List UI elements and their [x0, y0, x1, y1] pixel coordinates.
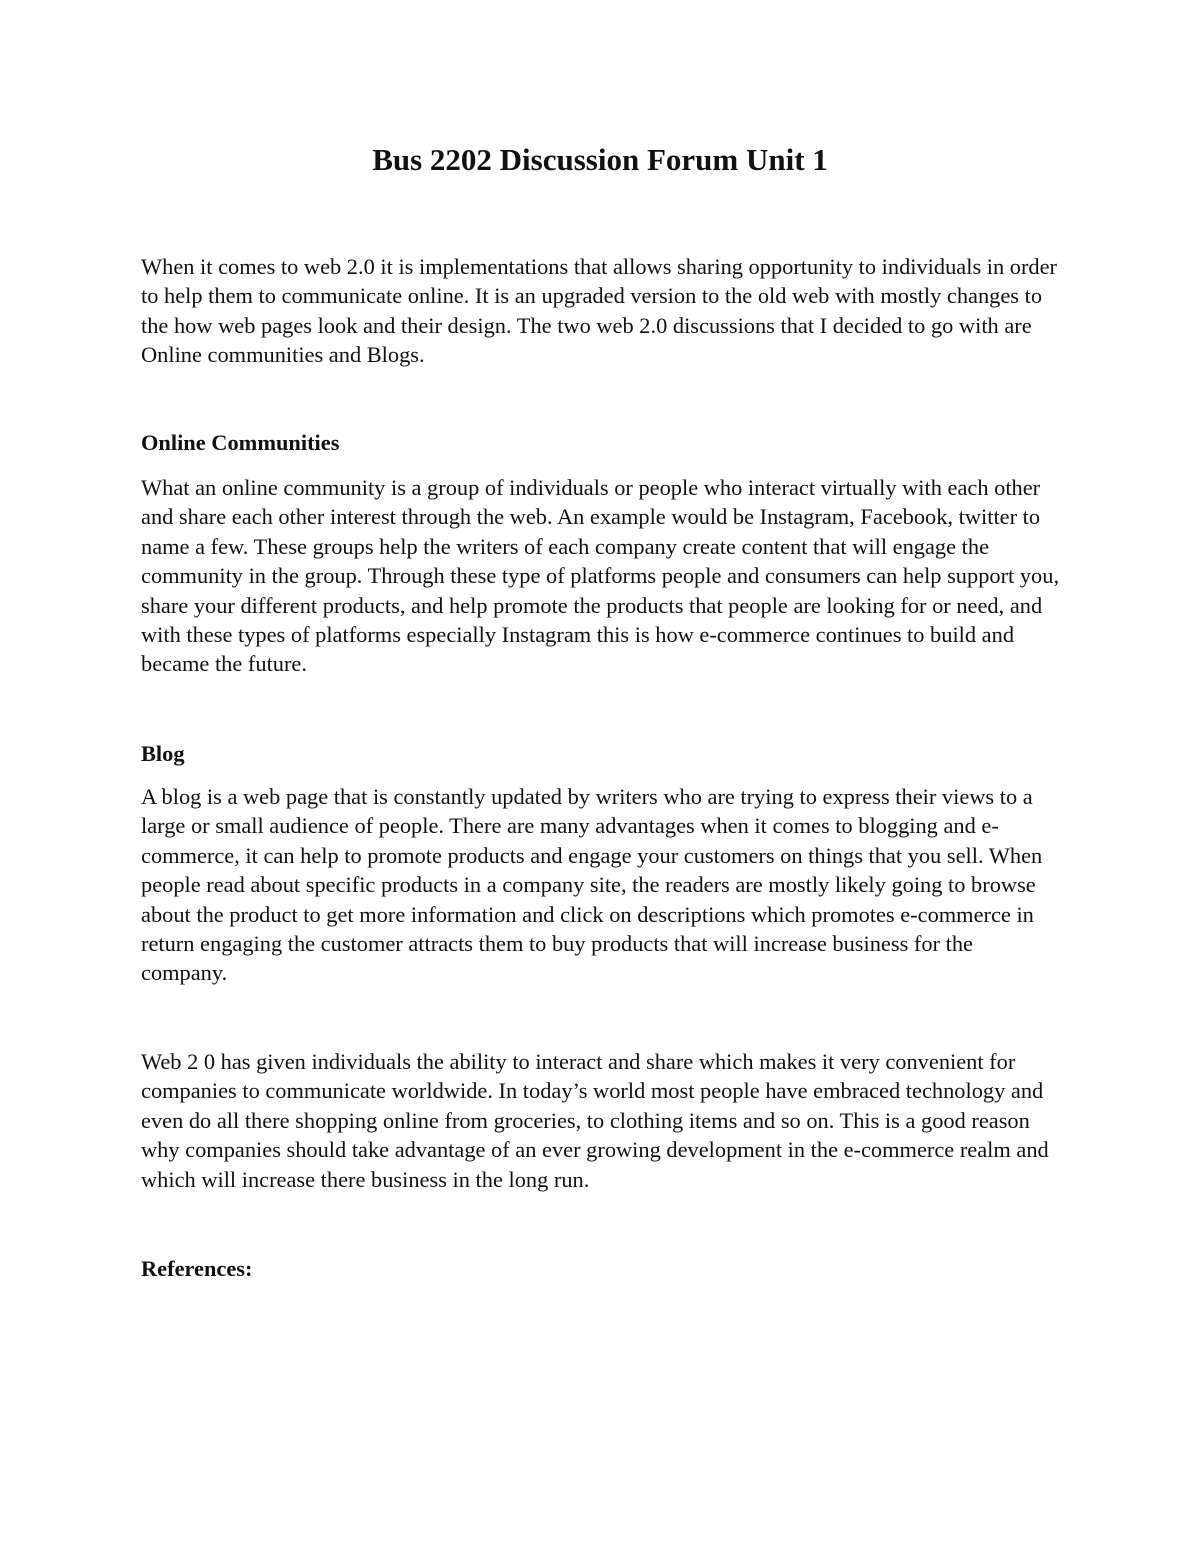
blog-heading: Blog: [141, 741, 185, 766]
conclusion-paragraph: Web 2 0 has given individuals the ability to interact and share which makes it very convenient for companies to communicate worldwide. In today’s world most people have embraced technology and even do all there shopping online from groceries, to clothing items and so on. This is a good reason why companies should take advantage of an ever growing development in the e-commerce realm and which will increase there business in the long run.: [141, 1049, 1049, 1192]
intro-paragraph: When it comes to web 2.0 it is implementations that allows sharing opportunity to individuals in order to help them to communicate online. It is an upgraded version to the old web with mostly changes to the how web pages look and their design. The two web 2.0 discussions that I decided to go with are Online communities and Blogs.: [141, 254, 1058, 368]
online-communities-paragraph: What an online community is a group of individuals or people who interact virtually with each other and share each other interest through the web. An example would be Instagram, Facebook, twitter to name a few. These groups help the writers of each company create content that will engage the community in the group. Through these type of platforms people and consumers can help support you, share your different products, and help promote the products that people are looking for or need, and with these types of platforms especially Instagram this is how e-commerce continues to build and became the future.: [141, 475, 1060, 677]
online-communities-heading: Online Communities: [141, 430, 340, 455]
blog-paragraph: A blog is a web page that is constantly updated by writers who are trying to express their views to a large or small audience of people. There are many advantages when it comes to blogging and e-commerce, it can help to promote products and engage your customers on things that you sell. When people read about specific products in a company site, the readers are mostly likely going to browse about the product to get more information and click on descriptions which promotes e-commerce in return engaging the customer attracts them to buy products that will increase business for the company.: [141, 784, 1043, 986]
document-title: Bus 2202 Discussion Forum Unit 1: [372, 142, 828, 177]
references-heading: References:: [141, 1256, 253, 1281]
